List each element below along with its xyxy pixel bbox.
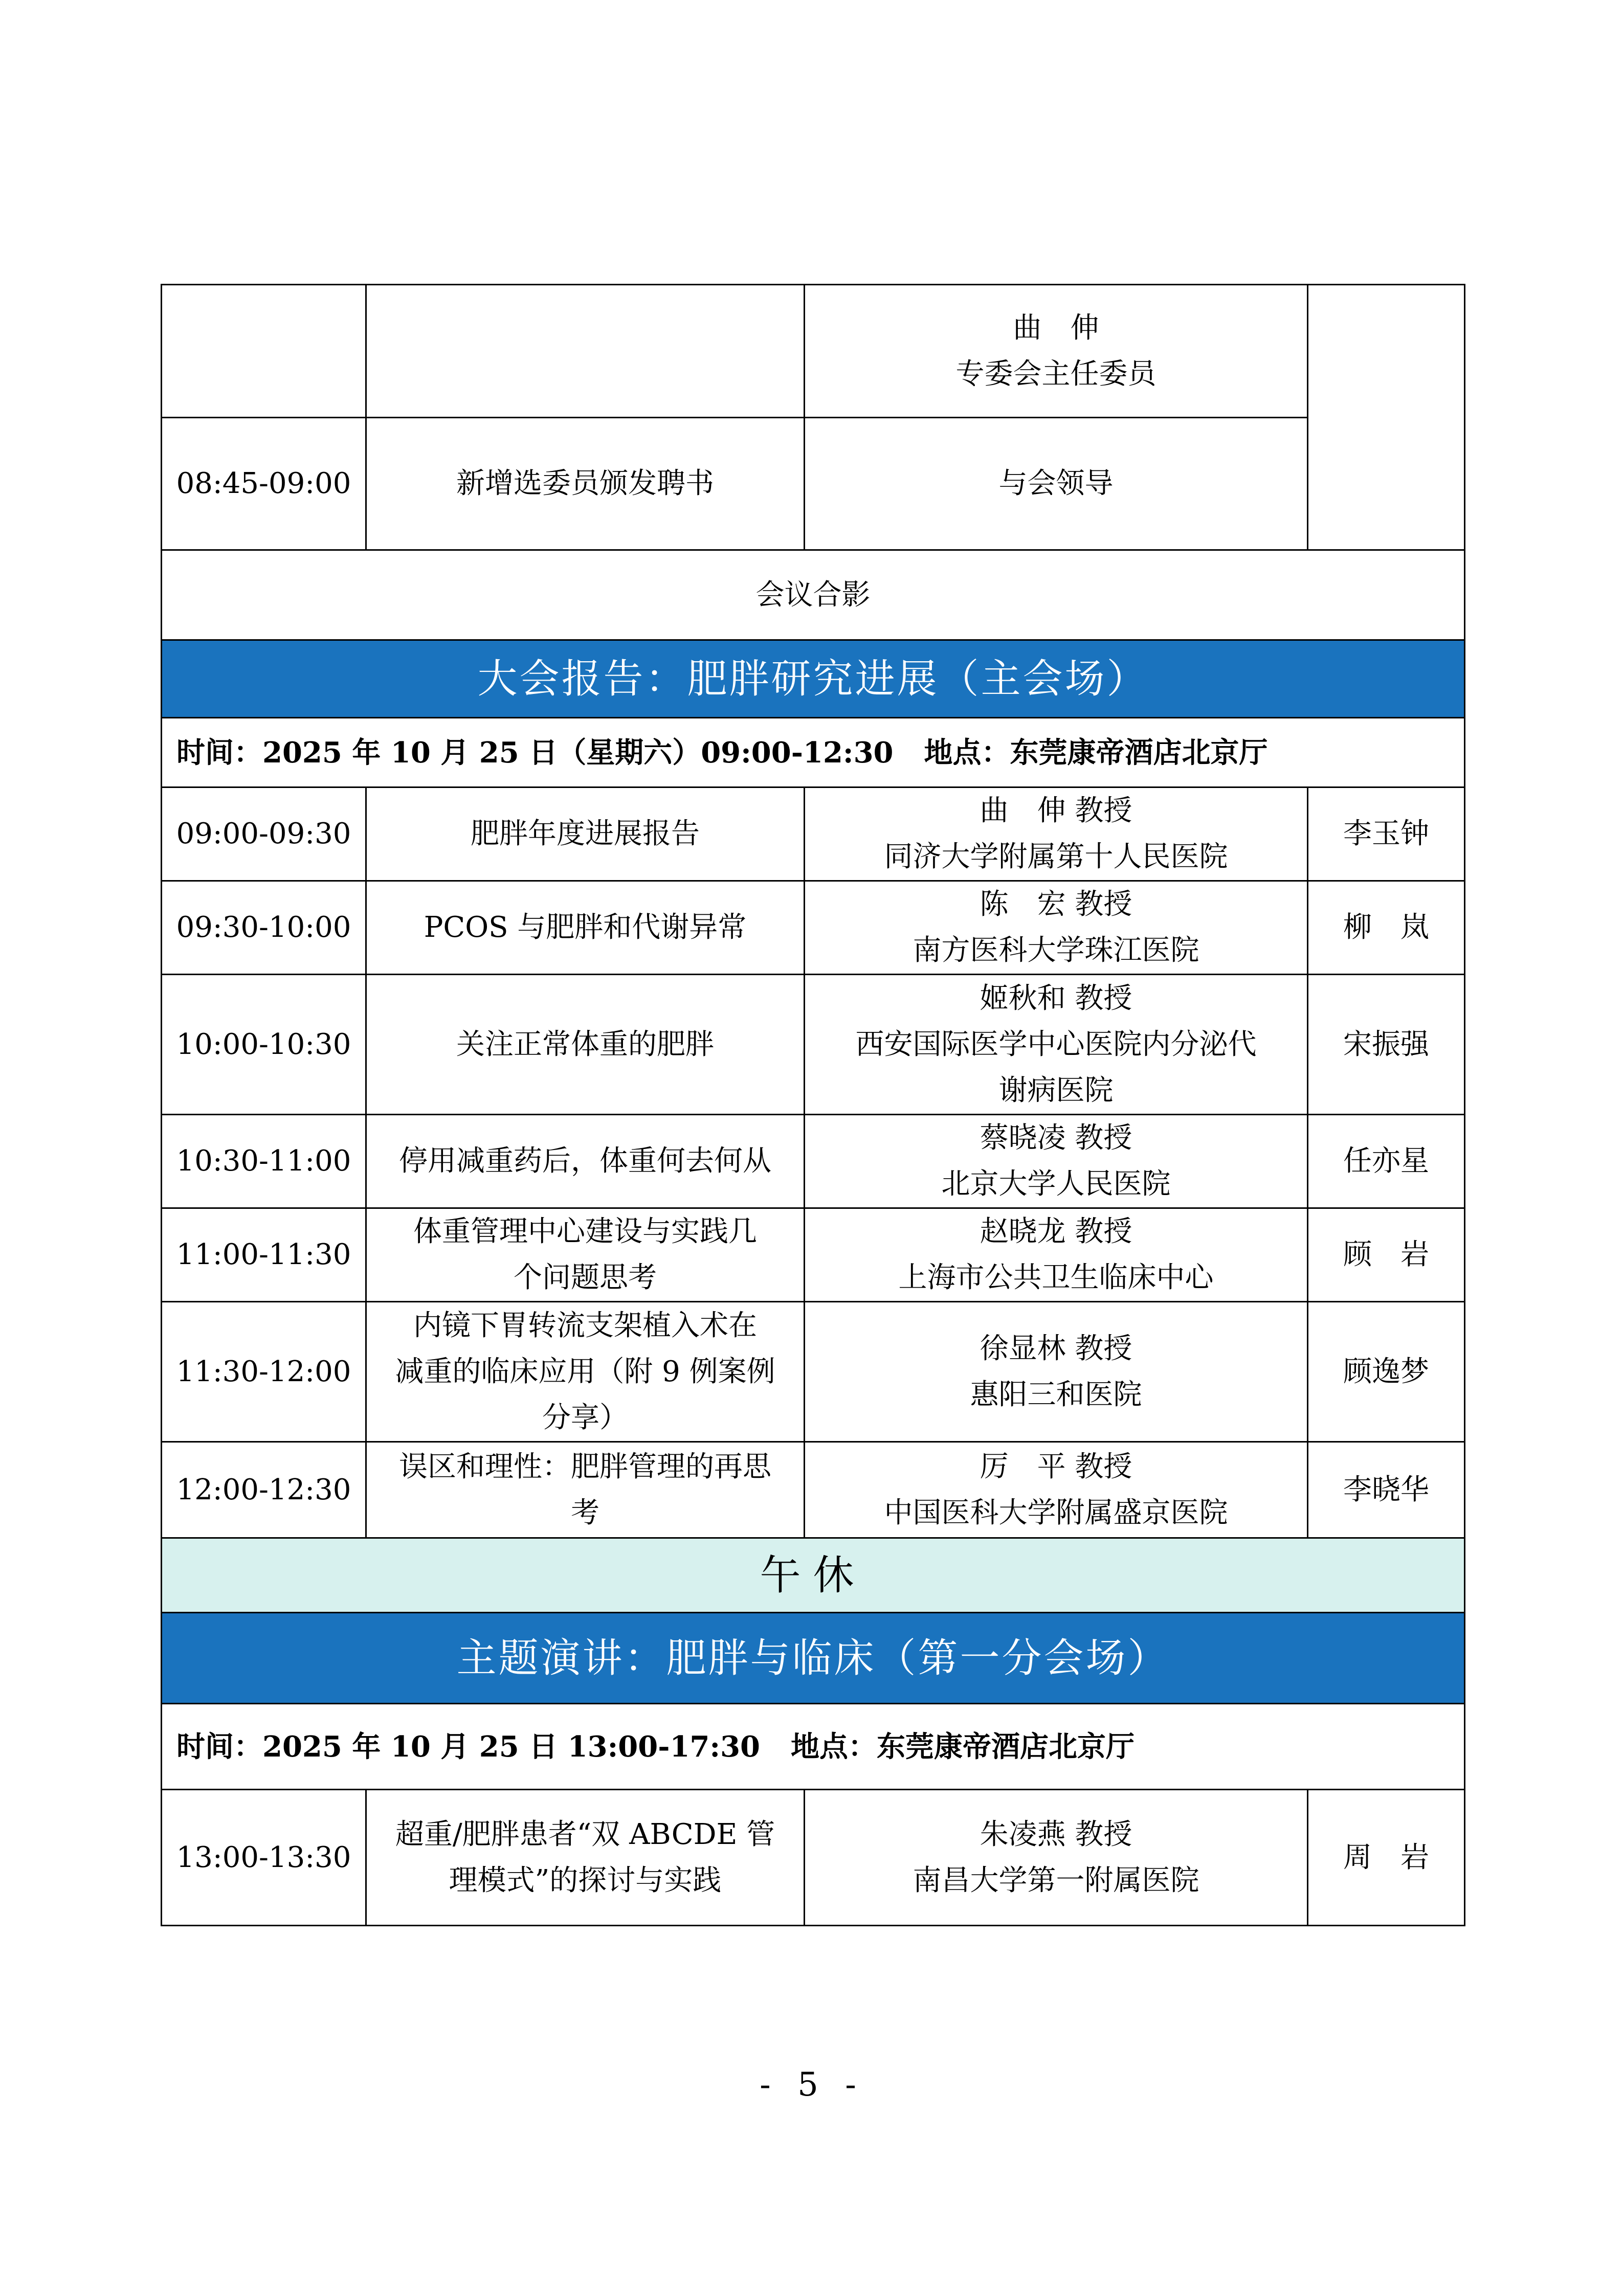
time-cell: 13:00-13:30: [162, 1790, 366, 1926]
topic-cell: [366, 1790, 805, 1926]
time-cell: 10:00-10:30: [162, 975, 366, 1115]
topic-cell: [366, 285, 805, 418]
session-header: [162, 1613, 1465, 1704]
time-cell: 11:30-12:00: [162, 1302, 366, 1442]
session-title: 主题演讲：肥胖与临床（第一分会场）: [162, 1613, 1465, 1704]
speaker-affiliation: 上海市公共卫生临床中心: [898, 1261, 1214, 1294]
chair-cell: 李晓华: [1308, 1442, 1465, 1538]
chair-cell: 宋振强: [1308, 975, 1465, 1115]
session-info-row: [162, 718, 1465, 787]
chair-cell: 柳 岚: [1308, 881, 1465, 975]
topic-line: 个问题思考: [514, 1261, 657, 1294]
speaker-affiliation: 南昌大学第一附属医院: [913, 1863, 1199, 1897]
lunch-break-label: 午休: [162, 1538, 1465, 1613]
session-place: 地点：东莞康帝酒店北京厅: [791, 1729, 1134, 1764]
time-cell: [162, 285, 366, 418]
speaker-affiliation: 中国医科大学附属盛京医院: [884, 1496, 1228, 1529]
speaker-name: 曲 伸 教授: [980, 794, 1132, 827]
topic-line: 减重的临床应用（附 9 例案例: [395, 1355, 775, 1388]
agenda-table: [161, 284, 1465, 1926]
topic-line: 超重/肥胖患者“双 ABCDE 管: [395, 1817, 775, 1851]
speaker-affiliation: 同济大学附属第十人民医院: [884, 840, 1228, 873]
table-row: [162, 1208, 1465, 1302]
speaker-title: 专委会主任委员: [955, 357, 1156, 391]
topic-line: 内镜下胃转流支架植入术在: [413, 1309, 757, 1342]
speaker-affiliation: 北京大学人民医院: [941, 1167, 1171, 1201]
topic-line: 误区和理性：肥胖管理的再思: [399, 1450, 771, 1483]
topic-line: 分享）: [542, 1401, 628, 1434]
topic-line: 肥胖年度进展报告: [471, 817, 700, 850]
topic-line: 新增选委员颁发聘书: [456, 467, 714, 500]
topic-line: PCOS 与肥胖和代谢异常: [424, 911, 747, 944]
table-row: [162, 787, 1465, 881]
topic-cell: [366, 1208, 805, 1302]
table-row: [162, 881, 1465, 975]
speaker-cell: [805, 285, 1308, 418]
speaker-affiliation: 西安国际医学中心医院内分泌代: [855, 1027, 1257, 1061]
time-cell: 09:30-10:00: [162, 881, 366, 975]
speaker-name: 赵晓龙 教授: [980, 1215, 1132, 1248]
topic-cell: [366, 975, 805, 1115]
topic-cell: [366, 1115, 805, 1208]
session-time: 时间：2025 年 10 月 25 日 13:00-17:30: [176, 1729, 760, 1764]
speaker-affiliation: 谢病医院: [998, 1073, 1114, 1107]
chair-cell: 任亦星: [1308, 1115, 1465, 1208]
topic-cell: [366, 1442, 805, 1538]
lunch-break-row: [162, 1538, 1465, 1613]
table-row: [162, 285, 1465, 418]
topic-line: 体重管理中心建设与实践几: [413, 1215, 757, 1248]
speaker-cell: [805, 1790, 1308, 1926]
topic-cell: [366, 787, 805, 881]
table-row: [162, 1790, 1465, 1926]
speaker-cell: [805, 881, 1308, 975]
speaker-cell: [805, 975, 1308, 1115]
topic-cell: [366, 418, 805, 550]
topic-cell: [366, 881, 805, 975]
speaker-cell: [805, 1442, 1308, 1538]
speaker-cell: [805, 1208, 1308, 1302]
session-info: [162, 718, 1465, 787]
topic-line: 理模式”的探讨与实践: [449, 1863, 722, 1897]
speaker-name: 朱凌燕 教授: [980, 1817, 1132, 1851]
time-cell: 10:30-11:00: [162, 1115, 366, 1208]
speaker-line: 与会领导: [998, 467, 1114, 500]
topic-line: 停用减重药后，体重何去何从: [399, 1144, 771, 1178]
chair-cell: 顾逸梦: [1308, 1302, 1465, 1442]
speaker-name: 徐显林 教授: [980, 1332, 1132, 1365]
session-header: [162, 640, 1465, 718]
speaker-cell: [805, 1115, 1308, 1208]
topic-cell: [366, 1302, 805, 1442]
session-time: 时间：2025 年 10 月 25 日（星期六）09:00-12:30: [176, 735, 894, 770]
page-number: - 5 -: [760, 2066, 864, 2104]
topic-line: 考: [571, 1496, 599, 1529]
speaker-cell: [805, 787, 1308, 881]
table-row: [162, 1302, 1465, 1442]
session-title: 大会报告：肥胖研究进展（主会场）: [162, 640, 1465, 718]
table-row: [162, 1115, 1465, 1208]
speaker-name: 曲 伸: [1013, 311, 1099, 345]
chair-cell: 顾 岩: [1308, 1208, 1465, 1302]
speaker-name: 陈 宏 教授: [980, 888, 1132, 921]
speaker-affiliation: 南方医科大学珠江医院: [913, 934, 1199, 967]
speaker-name: 蔡晓凌 教授: [980, 1121, 1132, 1155]
chair-cell: 周 岩: [1308, 1790, 1465, 1926]
speaker-name: 姬秋和 教授: [980, 981, 1132, 1015]
speaker-affiliation: 惠阳三和医院: [970, 1378, 1142, 1411]
time-cell: 08:45-09:00: [162, 418, 366, 550]
time-cell: 12:00-12:30: [162, 1442, 366, 1538]
table-row: [162, 975, 1465, 1115]
chair-cell: 李玉钟: [1308, 787, 1465, 881]
photo-row: [162, 550, 1465, 640]
time-cell: 09:00-09:30: [162, 787, 366, 881]
session-info-row: [162, 1704, 1465, 1790]
speaker-cell: [805, 1302, 1308, 1442]
speaker-name: 厉 平 教授: [980, 1450, 1132, 1483]
time-cell: 11:00-11:30: [162, 1208, 366, 1302]
session-place: 地点：东莞康帝酒店北京厅: [924, 735, 1268, 770]
session-info: [162, 1704, 1465, 1790]
chair-cell: [1308, 285, 1465, 550]
table-row: [162, 1442, 1465, 1538]
photo-label: 会议合影: [162, 550, 1465, 640]
topic-line: 关注正常体重的肥胖: [456, 1027, 714, 1061]
speaker-cell: [805, 418, 1308, 550]
table-row: [162, 418, 1465, 550]
